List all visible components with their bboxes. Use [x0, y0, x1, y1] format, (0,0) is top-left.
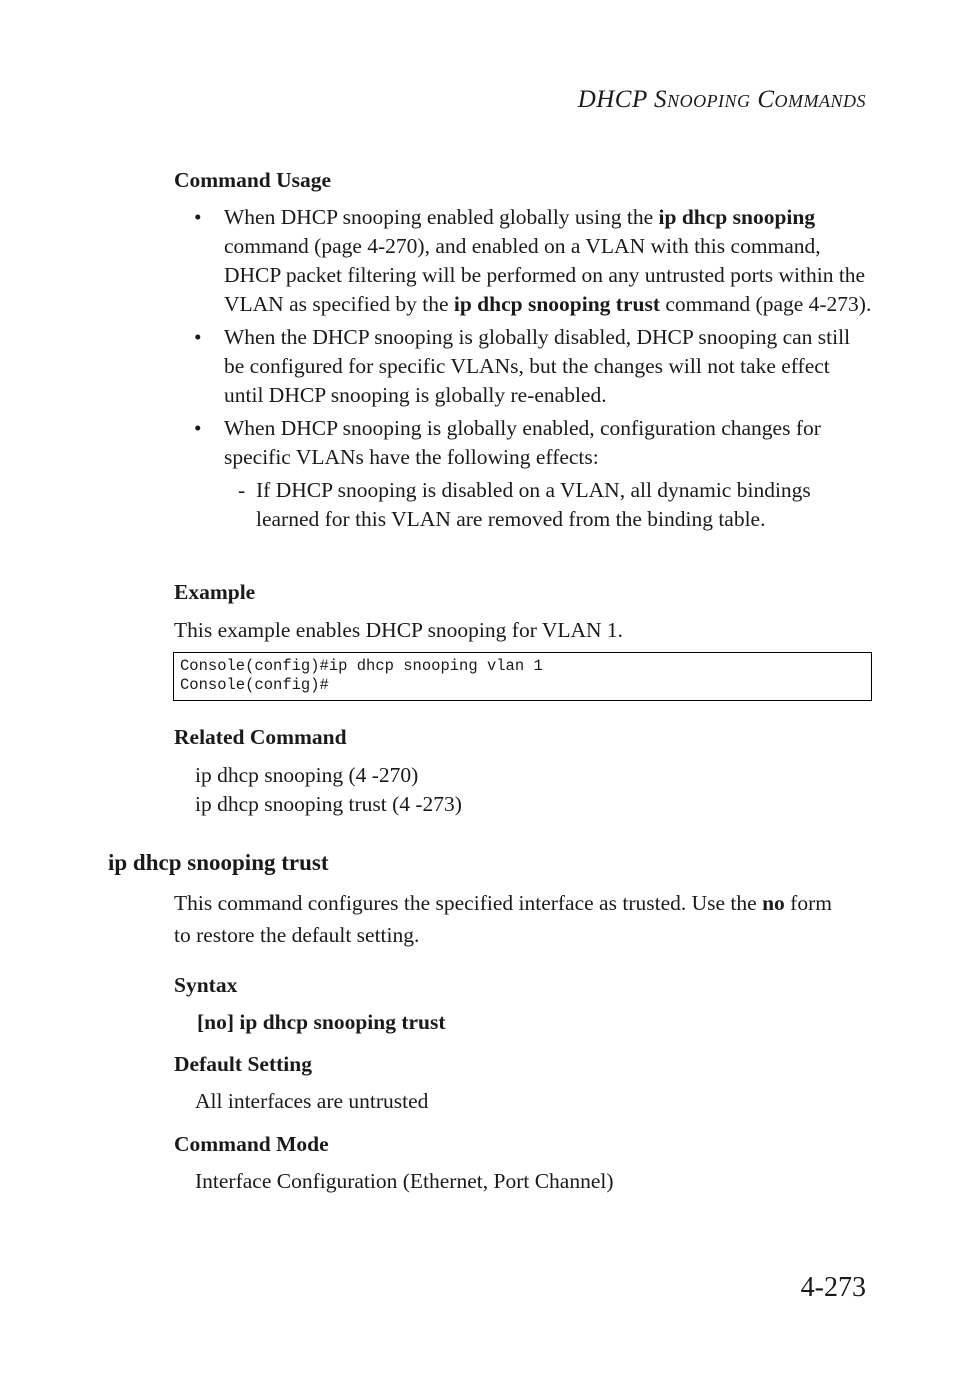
example-heading: Example — [174, 580, 256, 604]
default-setting-value: All interfaces are untrusted — [195, 1089, 429, 1113]
command-description — [174, 887, 854, 951]
code-line: Console(config)# — [180, 676, 329, 694]
header-part: C — [750, 86, 775, 113]
bullet-bold-command: ip dhcp snooping — [658, 205, 816, 229]
desc-text: This command configures the specified interface as trusted. Use the — [174, 891, 763, 915]
page-number: 4-273 — [800, 1272, 866, 1303]
usage-bullet-1 — [194, 203, 874, 319]
bullet-text: command (page 4-273). — [660, 292, 872, 316]
example-intro: This example enables DHCP snooping for VLAN 1. — [174, 618, 624, 642]
usage-bullet-3 — [194, 414, 874, 534]
command-mode-value: Interface Configuration (Ethernet, Port Channel) — [195, 1169, 614, 1193]
bullet-text: When DHCP snooping is globally enabled, configuration changes for specific VLANs have the following effects: — [224, 416, 821, 469]
usage-sub-list — [224, 476, 874, 534]
code-example-box — [173, 652, 872, 701]
running-header — [578, 86, 866, 114]
syntax-heading: Syntax — [174, 973, 238, 997]
related-command-item: ip dhcp snooping trust (4 -273) — [195, 792, 462, 816]
bullet-bold-command: ip dhcp snooping trust — [453, 292, 660, 316]
related-command-item: ip dhcp snooping (4 -270) — [195, 763, 419, 787]
usage-bullet-2: • When the DHCP snooping is globally disabled, DHCP snooping can still be configured for specific VLANs, but the changes will not take effect until DHCP snooping is globally re-enabled. — [194, 323, 874, 410]
bullet-text: When DHCP snooping enabled globally using the — [224, 205, 659, 229]
desc-bold-keyword: no — [762, 891, 785, 915]
usage-bullet-list — [194, 203, 874, 534]
default-setting-heading: Default Setting — [174, 1052, 312, 1076]
usage-sub-item-1: - If DHCP snooping is disabled on a VLAN, all dynamic bindings learned for this VLAN are removed from the binding table. — [224, 476, 874, 534]
header-part: NOOPING — [667, 91, 751, 111]
desc-text: form to restore the default setting. — [174, 891, 832, 947]
header-part: OMMANDS — [774, 91, 866, 111]
command-title: ip dhcp snooping trust — [108, 850, 329, 875]
header-part: DHCP S — [577, 86, 668, 113]
command-usage-heading: Command Usage — [174, 168, 332, 192]
code-line: Console(config)#ip dhcp snooping vlan 1 — [180, 657, 543, 675]
syntax-value: [no] ip dhcp snooping trust — [197, 1010, 446, 1034]
command-mode-heading: Command Mode — [174, 1132, 329, 1156]
related-command-heading: Related Command — [174, 725, 347, 749]
bullet-text: command (page 4-270), and enabled on a VLAN with this command, DHCP packet filtering will be performed on any untrusted ports within the VLAN as specified by the — [224, 234, 866, 316]
